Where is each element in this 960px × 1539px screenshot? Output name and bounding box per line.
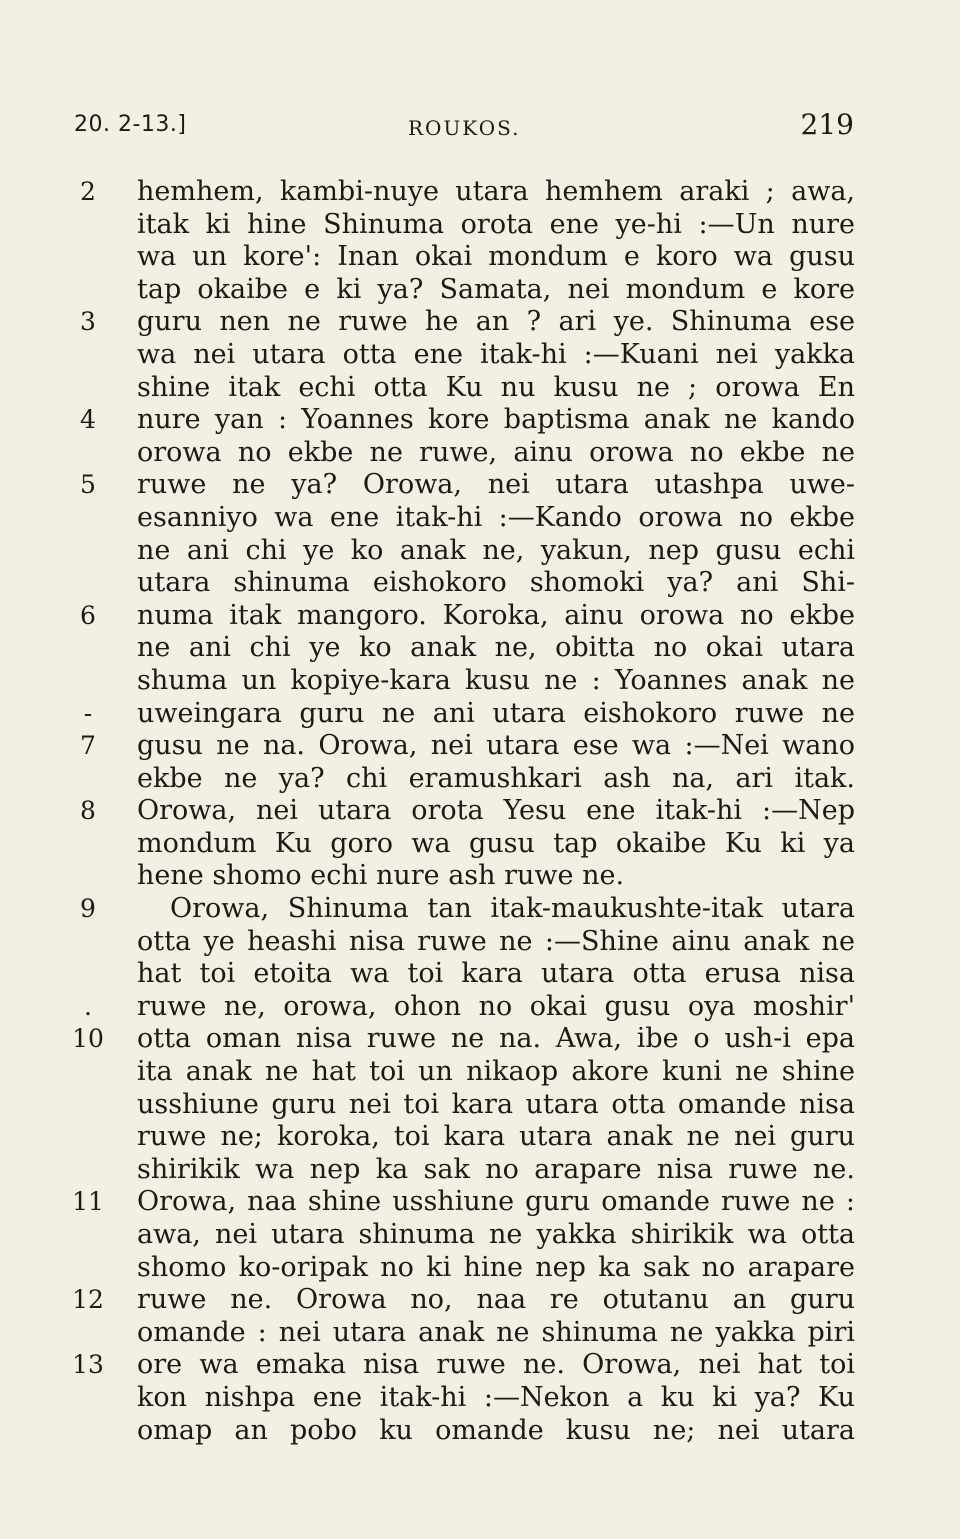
- chapter-verse-reference: 20. 2-13.]: [74, 112, 187, 137]
- line-text: hat toi etoita wa toi kara utara otta erusa nisa: [137, 958, 855, 990]
- text-line: [0, 404, 960, 437]
- verse-number: 3: [80, 307, 96, 337]
- line-text: wa nei utara otta ene itak-hi :—Kuani nei yakka: [137, 338, 855, 370]
- text-line: [0, 991, 960, 1024]
- verse-number: 4: [80, 405, 96, 435]
- line-text: otta oman nisa ruwe ne na. Awa, ibe o ush-i epa: [137, 1023, 855, 1055]
- verse-number: 13: [72, 1350, 104, 1380]
- text-line: [0, 339, 960, 372]
- line-text: esanniyo wa ene itak-hi :—Kando orowa no ekbe: [137, 501, 855, 533]
- line-text: ore wa emaka nisa ruwe ne. Orowa, nei hat toi: [137, 1349, 855, 1381]
- book-title: ROUKOS.: [408, 116, 521, 140]
- line-text: shomo ko-oripak no ki hine nep ka sak no arapare: [137, 1251, 855, 1283]
- text-line: [0, 600, 960, 633]
- text-line: [0, 535, 960, 568]
- text-line: [0, 274, 960, 307]
- text-line: [0, 632, 960, 665]
- text-line: [0, 698, 960, 731]
- text-line: [0, 860, 960, 893]
- line-text: utara shinuma eishokoro shomoki ya? ani Shi-: [137, 567, 855, 599]
- text-line: [0, 1121, 960, 1154]
- text-line: [0, 1023, 960, 1056]
- line-text: shine itak echi otta Ku nu kusu ne ; orowa En: [137, 371, 855, 403]
- text-line: [0, 1186, 960, 1219]
- text-line: [0, 1219, 960, 1252]
- line-text: kon nishpa ene itak-hi :—Nekon a ku ki ya? Ku: [137, 1381, 855, 1413]
- line-text: Orowa, Shinuma tan itak-maukushte-itak utara: [170, 893, 855, 925]
- text-line: [0, 893, 960, 926]
- line-text: usshiune guru nei toi kara utara otta omande nisa: [137, 1088, 855, 1120]
- verse-number: 10: [72, 1024, 104, 1054]
- text-line: [0, 306, 960, 339]
- text-line: [0, 1252, 960, 1285]
- text-line: [0, 828, 960, 861]
- page-number: 219: [800, 108, 854, 141]
- line-text: ruwe ne. Orowa no, naa re otutanu an guru: [137, 1284, 855, 1316]
- line-text: ekbe ne ya? chi eramushkari ash na, ari itak.: [137, 762, 855, 794]
- line-text: mondum Ku goro wa gusu tap okaibe Ku ki ya: [137, 827, 855, 859]
- verse-number: -: [83, 698, 93, 728]
- text-line: [0, 665, 960, 698]
- line-text: nure yan : Yoannes kore baptisma anak ne kando: [137, 404, 855, 436]
- verse-number: 5: [80, 470, 96, 500]
- text-line: [0, 1056, 960, 1089]
- line-text: awa, nei utara shinuma ne yakka shirikik wa otta: [137, 1219, 855, 1250]
- line-text: hene shomo echi nure ash ruwe ne.: [137, 860, 625, 892]
- verse-number: 7: [80, 731, 96, 761]
- text-block: [0, 176, 960, 1447]
- line-text: guru nen ne ruwe he an ? ari ye. Shinuma ese: [137, 306, 855, 338]
- verse-number: 12: [72, 1285, 104, 1315]
- text-line: [0, 469, 960, 502]
- text-line: [0, 958, 960, 991]
- line-text: itak ki hine Shinuma orota ene ye-hi :—Un nure: [137, 208, 855, 240]
- text-line: [0, 926, 960, 959]
- text-line: [0, 567, 960, 600]
- text-line: [0, 1317, 960, 1350]
- text-line: [0, 176, 960, 209]
- running-head: [74, 108, 854, 148]
- line-text: ruwe ne, orowa, ohon no okai gusu oya moshir': [137, 990, 855, 1022]
- text-line: [0, 1154, 960, 1187]
- line-text: omande : nei utara anak ne shinuma ne yakka piri: [137, 1316, 855, 1348]
- line-text: shirikik wa nep ka sak no arapare nisa ruwe ne.: [137, 1153, 855, 1185]
- line-text: wa un kore': Inan okai mondum e koro wa gusu: [137, 241, 855, 273]
- text-line: [0, 1415, 960, 1448]
- text-line: [0, 372, 960, 405]
- text-line: [0, 730, 960, 763]
- verse-number: 8: [80, 796, 96, 826]
- text-line: [0, 1089, 960, 1122]
- line-text: orowa no ekbe ne ruwe, ainu orowa no ekbe ne: [137, 436, 855, 468]
- line-text: ruwe ne; koroka, toi kara utara anak ne nei guru: [137, 1121, 855, 1153]
- text-line: [0, 502, 960, 535]
- text-line: [0, 795, 960, 828]
- line-text: ne ani chi ye ko anak ne, obitta no okai utara: [137, 632, 855, 664]
- line-text: uweingara guru ne ani utara eishokoro ruwe ne: [137, 697, 855, 729]
- line-text: Orowa, nei utara orota Yesu ene itak-hi :—Nep: [137, 795, 855, 827]
- verse-number: .: [84, 991, 92, 1021]
- line-text: gusu ne na. Orowa, nei utara ese wa :—Nei wano: [137, 730, 855, 762]
- verse-number: 6: [80, 600, 96, 630]
- text-line: [0, 1349, 960, 1382]
- line-text: omap an pobo ku omande kusu ne; nei utara: [137, 1414, 855, 1446]
- text-line: [0, 1284, 960, 1317]
- line-text: ita anak ne hat toi un nikaop akore kuni ne shine: [137, 1056, 855, 1088]
- line-text: otta ye heashi nisa ruwe ne :—Shine ainu anak ne: [137, 925, 855, 957]
- verse-number: 9: [80, 894, 96, 924]
- line-text: shuma un kopiye-kara kusu ne : Yoannes anak ne: [137, 664, 855, 696]
- text-line: [0, 209, 960, 242]
- text-line: [0, 763, 960, 796]
- line-text: ruwe ne ya? Orowa, nei utara utashpa uwe-: [137, 469, 855, 501]
- text-line: [0, 241, 960, 274]
- line-text: Orowa, naa shine usshiune guru omande ruwe ne :: [137, 1186, 855, 1218]
- line-text: hemhem, kambi-nuye utara hemhem araki ; awa,: [137, 176, 855, 207]
- line-text: tap okaibe e ki ya? Samata, nei mondum e kore: [137, 273, 855, 305]
- text-line: [0, 1382, 960, 1415]
- line-text: numa itak mangoro. Koroka, ainu orowa no ekbe: [137, 599, 855, 631]
- text-line: [0, 437, 960, 470]
- verse-number: 2: [80, 177, 96, 206]
- line-text: ne ani chi ye ko anak ne, yakun, nep gusu echi: [137, 534, 855, 566]
- verse-number: 11: [72, 1187, 104, 1217]
